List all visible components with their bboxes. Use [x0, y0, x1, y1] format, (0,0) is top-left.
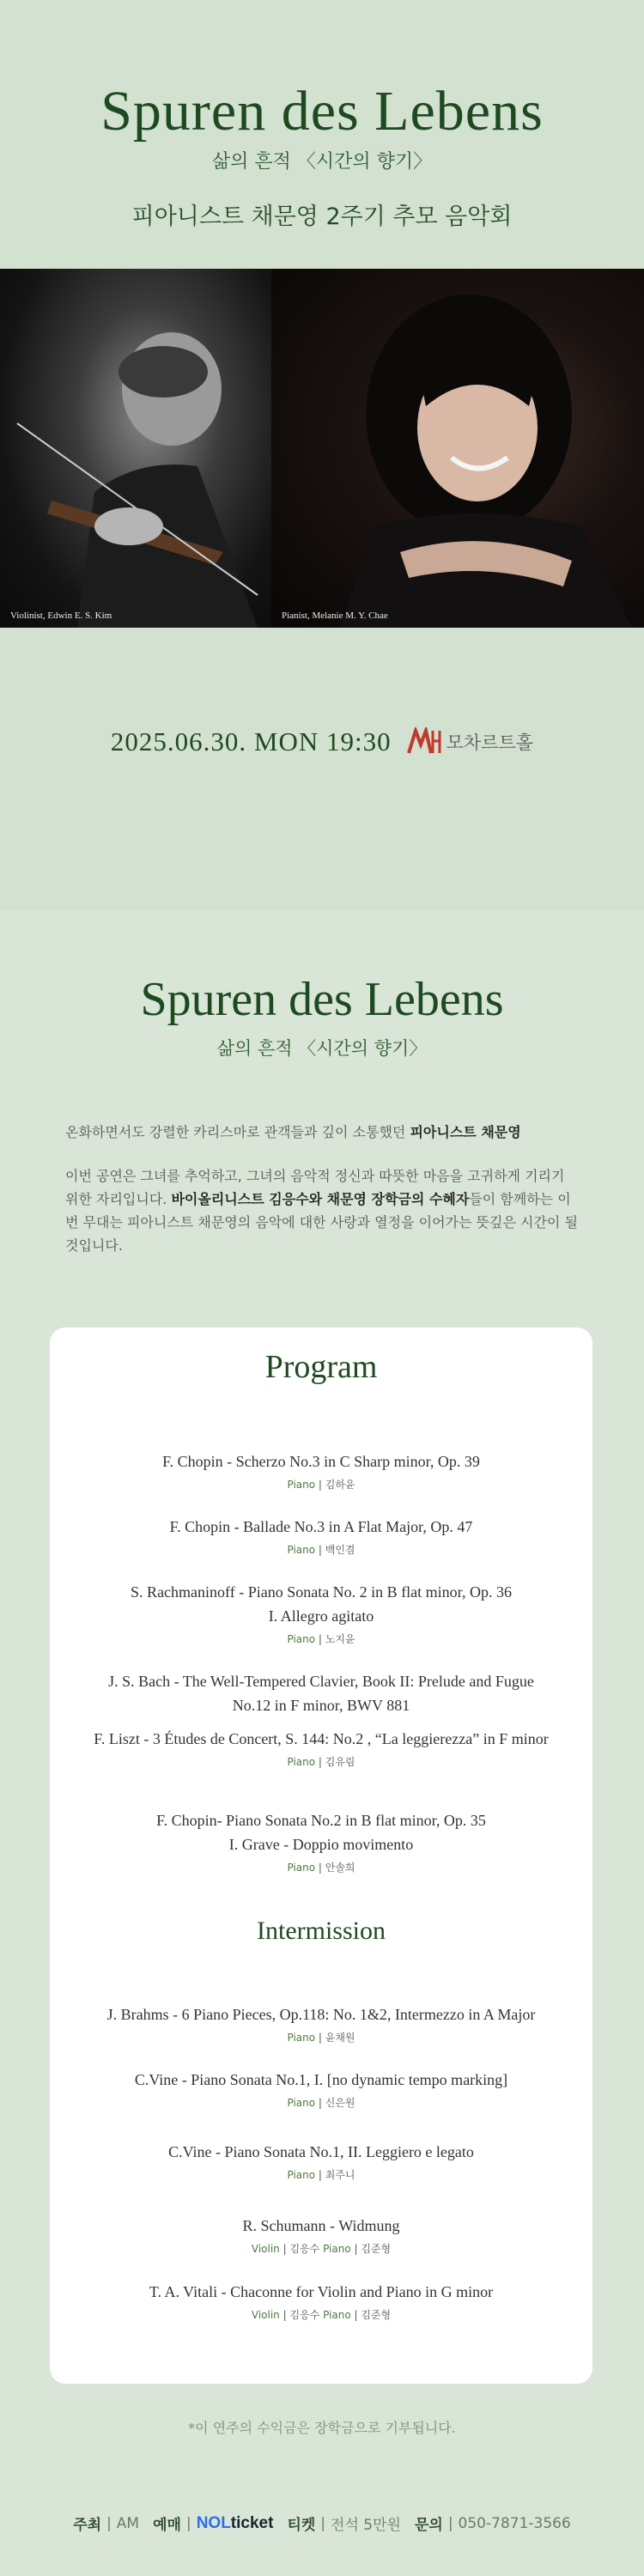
intro-p2-text-a: 이번 공연은 그녀를 추억하고, 그녀의 음악적 정신과 따뜻한 마음을 고귀하게 기리기 위한 자리입니다.	[65, 1168, 565, 1207]
event-title: 피아니스트 채문영 2주기 추모 음악회	[131, 204, 513, 230]
program-title: Program	[264, 1349, 378, 1385]
piece-title: R. Schumann - Widmung	[242, 2217, 400, 2234]
violinist-photo	[0, 269, 271, 628]
piece-title: F. Chopin- Piano Sonata No.2 in B flat minor, Op. 35 I. Grave - Doppio movimento	[156, 1812, 486, 1853]
intro-paragraph-1	[65, 1121, 580, 1144]
program-item	[67, 1808, 575, 1874]
performer-line: Piano | 백인겸	[287, 1544, 355, 1556]
intro-text	[65, 1121, 580, 1278]
piece-title: T. A. Vitali - Chaconne for Violin and Piano in G minor	[149, 2283, 494, 2300]
performer-name: 김응수	[289, 2309, 320, 2321]
performer-line: Violin | 김응수 Piano | 김준형	[251, 2243, 392, 2255]
footer-separator: |	[106, 2514, 112, 2532]
performer-name-2: 김준형	[361, 2243, 392, 2255]
mozart-hall-logo-icon	[407, 727, 441, 756]
performer-name-2: 김준형	[361, 2309, 392, 2321]
performer-role: Piano	[287, 2097, 316, 2109]
intro-paragraph-2	[65, 1164, 580, 1257]
piece-title: F. Liszt - 3 Études de Concert, S. 144: No.2 , “La leggierezza” in F minor	[94, 1730, 549, 1747]
program-item	[67, 2214, 575, 2256]
performer-line: Piano | 윤채원	[287, 2032, 355, 2044]
performer-name: 백인겸	[325, 1544, 355, 1556]
performer-name: 김응수	[289, 2243, 320, 2255]
donation-note: *이 연주의 수익금은 장학금으로 기부됩니다.	[188, 2420, 456, 2436]
performer-name: 김유림	[325, 1756, 355, 1768]
performer-line: Piano | 김유림	[287, 1756, 355, 1768]
intro-p1-text: 온화하면서도 강렬한 카리스마로 관객들과 깊이 소통했던	[65, 1124, 410, 1140]
section-title: Spuren des Lebens	[140, 973, 504, 1026]
performer-name: 신은원	[325, 2097, 355, 2109]
piece-title: F. Chopin - Scherzo No.3 in C Sharp minor, Op. 39	[162, 1453, 480, 1470]
pianist-photo	[271, 269, 644, 628]
performer-role: Piano	[287, 1479, 316, 1491]
program-item	[67, 1727, 575, 1769]
section-subtitle: 삶의 흔적 〈시간의 향기〉	[216, 1038, 428, 1059]
intro-p2-text-b: 들이 함께하는 이번 무대는 피아니스트 채문영의 음악에 대한 사랑과 열정을 이어가는 뜻깊은 시간이 될 것입니다.	[65, 1191, 578, 1254]
program-item	[67, 1580, 575, 1646]
program-card	[50, 1327, 592, 2384]
pianist-silhouette	[271, 269, 644, 628]
performer-line: Violin | 김응수 Piano | 김준형	[251, 2309, 392, 2321]
performer-role: Piano	[287, 1756, 316, 1768]
ticket-logo-text: ticket	[230, 2513, 274, 2532]
piece-title: C.Vine - Piano Sonata No.1, II. Leggiero e legato	[168, 2143, 474, 2160]
performer-role: Piano	[287, 2032, 316, 2044]
performer-role: Piano	[287, 1862, 316, 1874]
performer-role: Violin	[251, 2309, 280, 2321]
performer-role: Violin	[251, 2243, 280, 2255]
violinist-silhouette	[0, 269, 271, 628]
hero-title: Spuren des Lebens	[100, 80, 544, 143]
performer-name: 김하윤	[325, 1479, 355, 1491]
hero-subtitle: 삶의 흔적 〈시간의 향기〉	[211, 151, 433, 173]
piece-title: C.Vine - Piano Sonata No.1, I. [no dynamic tempo marking]	[134, 2071, 508, 2088]
piece-title: F. Chopin - Ballade No.3 in A Flat Major, Op. 47	[169, 1518, 473, 1535]
performer-role-2: Piano	[323, 2309, 351, 2321]
inquiry-label: 문의	[414, 2517, 443, 2534]
piece-title: S. Rachmaninoff - Piano Sonata No. 2 in B flat minor, Op. 36 I. Allegro agitato	[131, 1583, 512, 1625]
performer-line: Piano | 노지윤	[287, 1633, 355, 1645]
performer-line: Piano | 신은원	[287, 2097, 355, 2109]
venue-name: 모차르트홀	[446, 732, 534, 753]
intro-p1-bold: 피아니스트 채문영	[410, 1124, 521, 1140]
performer-line: Piano | 안솔희	[287, 1862, 355, 1874]
ticket-label: 티켓	[287, 2517, 316, 2534]
nol-ticket-logo[interactable]	[197, 2514, 274, 2533]
piece-title: J. Brahms - 6 Piano Pieces, Op.118: No. 1&2, Intermezzo in A Major	[106, 2006, 536, 2023]
violinist-caption: Violinist, Edwin E. S. Kim	[10, 611, 112, 621]
program-item	[67, 1449, 575, 1492]
program-item	[67, 1515, 575, 1557]
host-label: 주최	[73, 2517, 102, 2534]
performer-line: Piano | 김하윤	[287, 1479, 355, 1491]
performer-name: 윤채원	[325, 2032, 355, 2044]
footer-separator: |	[320, 2514, 326, 2532]
intro-p2-bold: 바이올리니스트 김응수와 채문영 장학금의 수혜자	[171, 1191, 470, 1207]
hero-section	[0, 0, 644, 910]
performer-name: 노지윤	[325, 1633, 355, 1645]
program-item	[67, 2280, 575, 2322]
intermission-heading: Intermission	[257, 1917, 386, 1945]
pianist-caption: Pianist, Melanie M. Y. Chae	[282, 611, 388, 621]
date-venue-row	[0, 718, 644, 766]
performer-role: Piano	[287, 1633, 316, 1645]
performer-name: 최주니	[325, 2169, 355, 2181]
piece-title: J. S. Bach - The Well-Tempered Clavier, Book II: Prelude and Fugue No.12 in F minor, BWV 881	[108, 1673, 534, 1714]
photo-strip	[0, 269, 644, 628]
performer-role: Piano	[287, 2169, 316, 2181]
footer-info	[0, 2512, 644, 2534]
performer-line: Piano | 최주니	[287, 2169, 355, 2181]
program-item	[67, 1669, 575, 1717]
program-item	[67, 2002, 575, 2044]
footer-separator: |	[447, 2514, 453, 2532]
booking-label: 예매	[153, 2517, 181, 2534]
concert-date: 2025.06.30. MON 19:30	[110, 726, 392, 756]
venue	[407, 727, 533, 756]
program-item	[67, 2068, 575, 2110]
performer-role-2: Piano	[323, 2243, 351, 2255]
footer-separator: |	[185, 2514, 191, 2532]
nol-logo-text: NOL	[196, 2513, 231, 2532]
performer-name: 안솔희	[325, 1862, 355, 1874]
host-value: AM	[116, 2514, 140, 2532]
performer-role: Piano	[287, 1544, 316, 1556]
inquiry-phone[interactable]: 050-7871-3566	[458, 2514, 571, 2532]
ticket-price: 전석 5만원	[331, 2517, 401, 2534]
program-item	[67, 2140, 575, 2182]
